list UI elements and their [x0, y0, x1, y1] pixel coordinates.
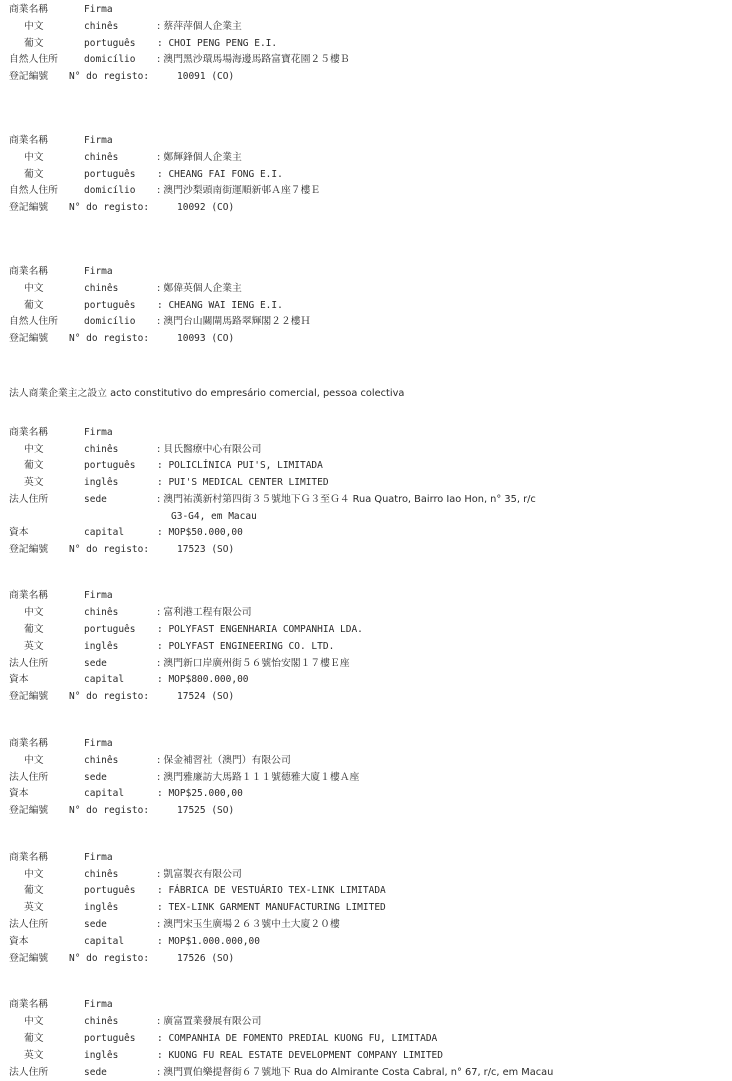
field-row: [9, 542, 724, 559]
field-value: 17526 (SO): [177, 952, 235, 964]
field-row: [9, 525, 724, 542]
header-label-pt: Firma: [84, 134, 113, 146]
field-label-zh: 法人住所: [9, 771, 49, 783]
field-row: [9, 442, 724, 459]
entry-header: [9, 133, 724, 150]
field-row: [9, 883, 724, 900]
header-label-zh: 商業名稱: [9, 590, 49, 602]
field-label-pt: inglês: [84, 1049, 119, 1061]
field-label-pt: capital: [84, 526, 125, 538]
field-row: [9, 150, 724, 167]
field-value: : MOP$800.000,00: [157, 674, 249, 686]
header-label-zh: 商業名稱: [9, 851, 49, 863]
field-label-zh: 葡文: [24, 885, 44, 897]
field-label-pt: inglês: [84, 902, 119, 914]
field-label-zh: 資本: [9, 674, 29, 686]
field-row: [9, 458, 724, 475]
field-row-continuation: [9, 509, 724, 525]
field-label-zh: 中文: [24, 151, 44, 163]
field-value: : COMPANHIA DE FOMENTO PREDIAL KUONG FU, LIMITADA: [157, 1033, 438, 1045]
field-label-zh: 中文: [24, 868, 44, 880]
field-label-pt: chinês: [84, 868, 119, 880]
field-label-zh: 法人住所: [9, 657, 49, 669]
field-label-zh: 登記編號: [9, 691, 49, 703]
field-row: [9, 492, 724, 509]
header-label-pt: Firma: [84, 426, 113, 438]
registry-entry: [9, 264, 724, 348]
field-label-zh: 英文: [24, 477, 44, 489]
company-entry: [9, 997, 724, 1081]
field-value: : 鄭偉英個人企業主: [157, 282, 242, 294]
field-label-zh: 自然人住所: [9, 316, 58, 328]
field-value: : MOP$1.000.000,00: [157, 935, 260, 947]
registry-entry: [9, 2, 724, 86]
field-value: : MOP$50.000,00: [157, 526, 243, 538]
field-row: [9, 689, 724, 706]
field-label-zh: 英文: [24, 640, 44, 652]
field-label-pt: N° do registo:: [69, 952, 150, 964]
field-label-pt: domicílio: [84, 54, 136, 66]
field-label-zh: 資本: [9, 788, 29, 800]
field-value: 17524 (SO): [177, 691, 235, 703]
field-label-pt: capital: [84, 935, 125, 947]
field-row: [9, 672, 724, 689]
company-entry: [9, 736, 724, 820]
field-row: [9, 36, 724, 53]
field-label-pt: sede: [84, 657, 107, 669]
field-value: : 保金補習社（澳門）有限公司: [157, 754, 291, 766]
field-value: : 澳門新口岸廣州街５６號怡安閣１７樓Ｅ座: [157, 657, 350, 669]
field-value: : 澳門賈伯樂提督街６７號地下 Rua do Almirante Costa Cabral, n° 67, r/c, em Macau: [157, 1066, 554, 1078]
field-label-pt: sede: [84, 493, 107, 505]
header-label-pt: Firma: [84, 265, 113, 277]
field-row: [9, 314, 724, 331]
entry-header: [9, 736, 724, 753]
field-label-pt: português: [84, 885, 136, 897]
entry-header: [9, 264, 724, 281]
header-label-zh: 商業名稱: [9, 999, 49, 1011]
field-row: [9, 803, 724, 820]
field-value-continuation: G3-G4, em Macau: [171, 510, 257, 522]
field-label-zh: 自然人住所: [9, 185, 58, 197]
entry-header: [9, 850, 724, 867]
entry-header: [9, 2, 724, 19]
field-label-zh: 自然人住所: [9, 54, 58, 66]
field-row: [9, 770, 724, 787]
header-label-pt: Firma: [84, 4, 113, 15]
field-label-zh: 葡文: [24, 299, 44, 311]
field-label-zh: 中文: [24, 1016, 44, 1028]
field-label-zh: 登記編號: [9, 71, 49, 83]
field-label-pt: N° do registo:: [69, 805, 150, 817]
field-row: [9, 934, 724, 951]
registry-entry: [9, 133, 724, 217]
field-label-pt: sede: [84, 771, 107, 783]
header-label-zh: 商業名稱: [9, 737, 49, 749]
field-row: [9, 917, 724, 934]
field-label-zh: 法人住所: [9, 493, 49, 505]
header-label-pt: Firma: [84, 590, 113, 602]
field-label-pt: capital: [84, 674, 125, 686]
field-label-pt: N° do registo:: [69, 202, 150, 214]
field-label-zh: 中文: [24, 282, 44, 294]
field-label-pt: chinês: [84, 151, 119, 163]
field-value: : 鄭輝鋒個人企業主: [157, 151, 242, 163]
field-label-zh: 英文: [24, 902, 44, 914]
field-value: : TEX-LINK GARMENT MANUFACTURING LIMITED: [157, 902, 386, 914]
entry-header: [9, 425, 724, 442]
field-label-pt: N° do registo:: [69, 333, 150, 345]
field-value: : MOP$25.000,00: [157, 788, 243, 800]
field-label-pt: N° do registo:: [69, 543, 150, 555]
field-label-pt: português: [84, 299, 136, 311]
field-row: [9, 1065, 724, 1081]
header-label-zh: 商業名稱: [9, 4, 49, 15]
field-label-pt: inglês: [84, 477, 119, 489]
header-label-pt: Firma: [84, 737, 113, 749]
field-label-pt: sede: [84, 1066, 107, 1078]
field-label-zh: 資本: [9, 526, 29, 538]
entry-header: [9, 997, 724, 1014]
field-value: : 澳門沙梨頭南街運順新邨Ａ座７樓Ｅ: [157, 185, 321, 197]
field-row: [9, 281, 724, 298]
field-row: [9, 200, 724, 217]
field-row: [9, 900, 724, 917]
field-label-pt: português: [84, 168, 136, 180]
field-row: [9, 1014, 724, 1031]
field-row: [9, 622, 724, 639]
field-row: [9, 1048, 724, 1065]
field-value: : 貝氏醫療中心有限公司: [157, 443, 262, 455]
field-label-pt: N° do registo:: [69, 71, 150, 83]
header-label-pt: Firma: [84, 851, 113, 863]
header-label-zh: 商業名稱: [9, 265, 49, 277]
field-label-pt: chinês: [84, 20, 119, 32]
field-row: [9, 753, 724, 770]
field-label-zh: 登記編號: [9, 952, 49, 964]
field-value: : PUI'S MEDICAL CENTER LIMITED: [157, 477, 329, 489]
field-label-zh: 中文: [24, 443, 44, 455]
field-label-zh: 登記編號: [9, 202, 49, 214]
header-label-zh: 商業名稱: [9, 134, 49, 146]
field-label-pt: sede: [84, 919, 107, 931]
section-title: 法人商業企業主之設立 acto constitutivo do empresário comercial, pessoa colectiva: [9, 387, 405, 399]
header-label-zh: 商業名稱: [9, 426, 49, 438]
entry-header: [9, 588, 724, 605]
field-label-zh: 中文: [24, 754, 44, 766]
field-value: : 澳門雅廉訪大馬路１１１號德雅大廈１樓Ａ座: [157, 771, 360, 783]
field-label-pt: domicílio: [84, 185, 136, 197]
field-row: [9, 605, 724, 622]
field-label-zh: 葡文: [24, 168, 44, 180]
field-value: : FÁBRICA DE VESTUÁRIO TEX-LINK LIMITADA: [157, 885, 386, 897]
field-row: [9, 951, 724, 968]
field-label-zh: 中文: [24, 607, 44, 619]
company-entry: [9, 850, 724, 968]
field-value: : CHOI PENG PENG E.I.: [157, 37, 278, 49]
field-label-zh: 登記編號: [9, 543, 49, 555]
field-row: [9, 1031, 724, 1048]
field-label-zh: 中文: [24, 20, 44, 32]
field-value: : 蔡萍萍個人企業主: [157, 20, 242, 32]
field-label-pt: chinês: [84, 282, 119, 294]
field-label-pt: inglês: [84, 640, 119, 652]
company-entry: [9, 588, 724, 706]
field-label-zh: 葡文: [24, 623, 44, 635]
field-label-pt: português: [84, 37, 136, 49]
field-value: : CHEANG FAI FONG E.I.: [157, 168, 283, 180]
field-value: : POLYFAST ENGENHARIA COMPANHIA LDA.: [157, 623, 363, 635]
field-row: [9, 475, 724, 492]
field-row: [9, 786, 724, 803]
field-row: [9, 19, 724, 36]
field-label-pt: português: [84, 623, 136, 635]
field-value: 10093 (CO): [177, 333, 235, 345]
field-value: 17523 (SO): [177, 543, 235, 555]
field-row: [9, 52, 724, 69]
field-value: : POLICLÍNICA PUI'S, LIMITADA: [157, 460, 323, 472]
field-label-zh: 葡文: [24, 460, 44, 472]
field-value: : 凱富製衣有限公司: [157, 868, 242, 880]
field-value: : 澳門宋玉生廣場２６３號中土大廈２０樓: [157, 919, 340, 931]
field-value: 10092 (CO): [177, 202, 235, 214]
field-row: [9, 656, 724, 673]
field-value: 17525 (SO): [177, 805, 235, 817]
field-row: [9, 639, 724, 656]
header-label-pt: Firma: [84, 999, 113, 1011]
field-row: [9, 298, 724, 315]
field-label-zh: 法人住所: [9, 1066, 49, 1078]
field-label-zh: 葡文: [24, 37, 44, 49]
field-label-pt: chinês: [84, 1016, 119, 1028]
field-value: : CHEANG WAI IENG E.I.: [157, 299, 283, 311]
field-label-zh: 葡文: [24, 1033, 44, 1045]
field-label-pt: N° do registo:: [69, 691, 150, 703]
field-label-zh: 登記編號: [9, 333, 49, 345]
field-row: [9, 183, 724, 200]
field-row: [9, 69, 724, 86]
field-label-zh: 英文: [24, 1049, 44, 1061]
field-label-pt: chinês: [84, 443, 119, 455]
field-value: : 澳門黑沙環馬場海邊馬路富寶花園２５樓Ｂ: [157, 54, 350, 66]
field-label-zh: 法人住所: [9, 919, 49, 931]
field-row: [9, 331, 724, 348]
company-entry: [9, 425, 724, 559]
field-label-pt: chinês: [84, 754, 119, 766]
field-label-pt: capital: [84, 788, 125, 800]
field-row: [9, 867, 724, 884]
field-value: : KUONG FU REAL ESTATE DEVELOPMENT COMPANY LIMITED: [157, 1049, 443, 1061]
field-label-pt: português: [84, 1033, 136, 1045]
field-value: : POLYFAST ENGINEERING CO. LTD.: [157, 640, 335, 652]
field-label-pt: domicílio: [84, 316, 136, 328]
field-value: : 富利港工程有限公司: [157, 607, 252, 619]
field-row: [9, 167, 724, 184]
field-label-zh: 資本: [9, 935, 29, 947]
field-label-pt: português: [84, 460, 136, 472]
field-value: : 廣富置業發展有限公司: [157, 1016, 262, 1028]
field-value: 10091 (CO): [177, 71, 235, 83]
registry-page: [9, 2, 724, 1081]
field-value: : 澳門祐漢新村第四街３５號地下Ｇ３至Ｇ４ Rua Quatro, Bairro Iao Hon, n° 35, r/c: [157, 493, 536, 505]
field-label-pt: chinês: [84, 607, 119, 619]
field-value: : 澳門台山關閘馬路翠輝閣２２樓Ｈ: [157, 316, 311, 328]
field-label-zh: 登記編號: [9, 805, 49, 817]
